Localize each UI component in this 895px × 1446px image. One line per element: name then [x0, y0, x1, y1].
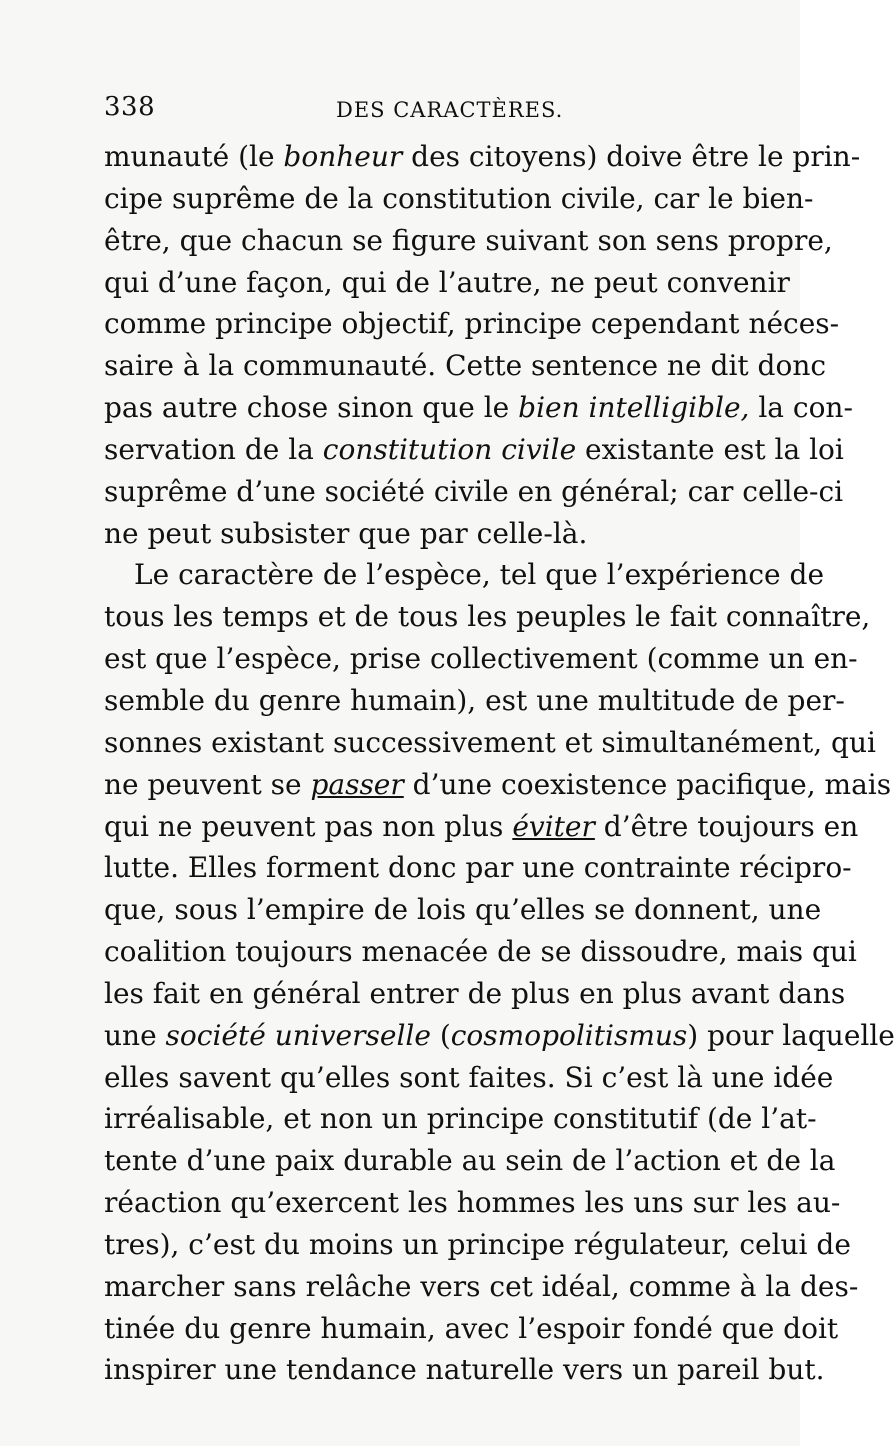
text-run: ( — [430, 1018, 451, 1052]
text-line — [104, 1266, 859, 1308]
text-run: inspirer une tendance naturelle vers un pareil but. — [104, 1353, 825, 1387]
text-run: lutte. Elles forment donc par une contrainte récipro- — [104, 851, 852, 885]
text-line — [104, 764, 892, 806]
underline: passer — [310, 767, 404, 801]
text-run: qui d’une façon, qui de l’autre, ne peut convenir — [104, 265, 790, 299]
text-run: ne peuvent se — [104, 767, 311, 801]
body-text — [104, 136, 895, 1391]
text-run: munauté (le — [104, 140, 284, 173]
text-line — [104, 303, 840, 345]
text-run: coalition toujours menacée de se dissoudre, mais qui — [104, 935, 857, 969]
text-line — [104, 220, 833, 262]
text-run: sonnes existant successivement et simultanément, qui — [104, 725, 876, 759]
text-line — [104, 136, 861, 178]
text-run: une — [104, 1018, 166, 1052]
text-run: cipe suprême de la constitution civile, car le bien- — [104, 181, 814, 215]
text-run: des citoyens) doive être le prin- — [402, 140, 861, 173]
text-run: servation de la — [104, 432, 323, 466]
text-run: les fait en général entrer de plus en plus avant dans — [104, 976, 846, 1010]
text-run: tres), c’est du moins un principe régulateur, celui de — [104, 1227, 851, 1261]
text-run: pas autre chose sinon que le — [104, 391, 519, 425]
text-line — [104, 722, 876, 764]
text-line — [104, 1308, 839, 1350]
text-run: d’être toujours en — [594, 809, 859, 843]
text-line — [104, 847, 852, 889]
text-run: que, sous l’empire de lois qu’elles se donnent, une — [104, 893, 822, 927]
text-line — [104, 387, 853, 429]
text-run: irréalisable, et non un principe constitutif (de l’at- — [104, 1102, 817, 1136]
italic-term: société universelle — [165, 1018, 431, 1052]
text-run: être, que chacun se figure suivant son sens propre, — [104, 223, 833, 257]
text-run: tinée du genre humain, avec l’espoir fondé que doit — [104, 1311, 839, 1345]
text-run: tous les temps et de tous les peuples le fait connaître, — [104, 600, 871, 634]
text-line — [104, 554, 825, 596]
text-line — [104, 638, 858, 680]
underline: éviter — [512, 809, 595, 843]
text-line — [104, 262, 790, 304]
text-line — [104, 471, 844, 513]
text-run: existante est la loi — [576, 432, 844, 466]
text-line — [104, 889, 822, 931]
text-run: qui ne peuvent pas non plus — [104, 809, 513, 843]
text-line — [104, 178, 814, 220]
text-line — [104, 680, 845, 722]
italic-term: bien intelligible, — [518, 391, 750, 425]
text-run: comme principe objectif, principe cependant néces- — [104, 307, 840, 341]
text-run: suprême d’une société civile en général; car celle-ci — [104, 474, 844, 508]
text-run: elles savent qu’elles sont faites. Si c’est là une idée — [104, 1060, 834, 1094]
italic-term: bonheur — [283, 140, 403, 173]
text-line — [104, 1182, 841, 1224]
underlined-italic-term — [310, 768, 403, 801]
text-run: saire à la communauté. Cette sentence ne dit donc — [104, 349, 827, 383]
text-run: Le caractère de l’espèce, tel que l’expérience de — [134, 558, 825, 592]
italic-term: cosmopolitismus — [450, 1018, 688, 1052]
underlined-italic-term — [512, 810, 595, 843]
text-line — [104, 1057, 834, 1099]
text-line — [104, 973, 846, 1015]
text-line — [104, 429, 844, 471]
text-line — [104, 513, 764, 555]
text-line — [104, 1015, 895, 1057]
text-run: est que l’espèce, prise collectivement (comme un en- — [104, 642, 858, 676]
text-line — [104, 806, 859, 848]
text-run: semble du genre humain), est une multitude de per- — [104, 683, 845, 717]
text-line — [104, 1098, 817, 1140]
text-line — [104, 931, 857, 973]
italic-term: constitution civile — [322, 432, 577, 466]
text-line — [104, 345, 827, 387]
text-run: la con- — [749, 391, 853, 425]
text-line — [104, 1224, 851, 1266]
text-line — [104, 1140, 836, 1182]
text-run: réaction qu’exercent les hommes les uns sur les au- — [104, 1186, 841, 1220]
page-number: 338 — [104, 92, 156, 122]
text-run: marcher sans relâche vers cet idéal, comme à la des- — [104, 1269, 859, 1303]
text-line — [104, 1349, 825, 1391]
text-run: d’une coexistence pacifique, mais — [403, 767, 892, 801]
text-run: ne peut subsister que par celle-là. — [104, 516, 588, 550]
text-line — [104, 596, 871, 638]
text-run: tente d’une paix durable au sein de l’action et de la — [104, 1144, 836, 1178]
page-header — [104, 92, 764, 132]
running-head: DES CARACTÈRES. — [336, 98, 564, 122]
text-run: ) pour laquelle — [687, 1018, 895, 1052]
